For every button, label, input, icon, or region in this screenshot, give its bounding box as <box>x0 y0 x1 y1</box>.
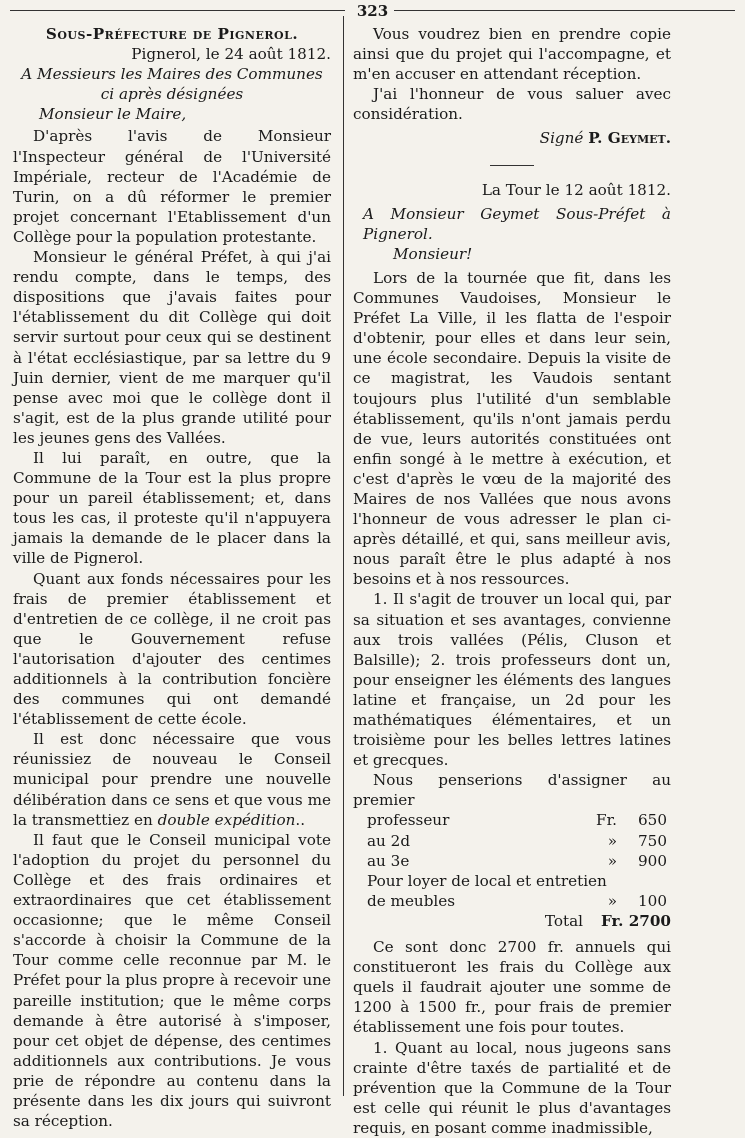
right-column <box>353 24 671 1138</box>
letter-salutation: Monsieur le Maire, <box>39 105 187 124</box>
letter-address: A Monsieur Geymet Sous-Préfet à Pignerol. <box>363 204 671 243</box>
letter-date: La Tour le 12 août 1812. <box>481 180 671 199</box>
letter-salutation: Monsieur! <box>393 244 473 263</box>
paragraph: Lors de la tournée que fit, dans les Communes Vaudoises, Monsieur le Préfet La Ville, il les flatta de l'espoir d'obtenir, pour elles et dans leur sein, une école secondaire. Depuis la visite de ce magistrat, les Vaudois sentant toujours plus l'utilité d'un semblable établissement, qu'ils n'ont jamais perdu de vue, leurs autorités constituées ont enfin songé à le mettre à exécution, et c'est d'après le vœu de la majorité des Maires de nos Vallées que nous avons l'honneur de vous adresser le plan ci-après détaillé, et qui, sans meilleur avis, nous paraît être le plus adapté à nos besoins et à nos ressources. <box>353 268 671 589</box>
paragraph: D'après l'avis de Monsieur l'Inspecteur général de l'Université Impériale, recteur de l'Académie de Turin, on a dû réformer le premier projet concernant l'Etablissement d'un Collège pour la population protestante. <box>13 127 331 246</box>
budget-row: au 2d » 750 <box>367 831 667 850</box>
budget-row: de meubles » 100 <box>367 891 667 910</box>
budget-row: Pour loyer de local et entretien <box>367 871 607 890</box>
paragraph: Vous voudrez bien en prendre copie ainsi que du projet qui l'accompagne, et m'en accuser en attendant réception. <box>353 25 671 84</box>
emphasis-text: double expédition <box>157 810 296 829</box>
letter-address: A Messieurs les Maires des Communes ci après désignées <box>21 65 323 104</box>
budget-total: Total Fr. 2700 <box>544 911 671 930</box>
paragraph: Monsieur le général Préfet, à qui j'ai rendu compte, dans le temps, des dispositions que j'avais faites pour l'établissement du dit Collège qui doit servir surtout pour ceux qui se destinent à l'état ecclésiastique, par sa lettre du 9 Juin dernier, vient de me marquer qu'il pense avec moi que le collège dont il s'agit, est de la plus grande utilité pour les jeunes gens des Vallées. <box>13 248 331 447</box>
separator-rule <box>490 165 534 166</box>
letter-date: Pignerol, le 24 août 1812. <box>131 45 331 64</box>
left-column <box>13 24 331 1131</box>
paragraph: Quant aux fonds nécessaires pour les frais de premier établissement et d'entretien de ce collège, il ne croit pas que le Gouvernement refuse l'autorisation d'ajouter des centimes additionnels à la contribution foncière des communes qui ont demandé l'établissement de cette école. <box>13 569 331 729</box>
paragraph: 1. Quant au local, nous jugeons sans crainte d'être taxés de partialité et de prévention que la Commune de la Tour est celle qui réunit le plus d'avantages requis, en posant comme inadmissible, <box>353 1038 671 1137</box>
letter-heading: Sous-Préfecture de Pignerol. <box>45 25 299 43</box>
paragraph: Il est donc nécessaire que vous réunissiez de nouveau le Conseil municipal pour prendre une nouvelle délibération dans ce sens et que vous me la transmettiez en double expédition.. <box>13 730 331 829</box>
budget-row: au 3e » 900 <box>367 851 667 870</box>
budget-table <box>367 810 667 910</box>
paragraph: Ce sont donc 2700 fr. annuels qui constitueront les frais du Collège aux quels il faudrait ajouter une somme de 1200 à 1500 fr., pour frais de premier établissement une fois pour toutes. <box>353 938 671 1037</box>
paragraph: Il faut que le Conseil municipal vote l'adoption du projet du personnel du Collège et des frais ordinaires et extraordinaires que cet établissement occasionne; que le même Conseil s'accorde à choisir la Commune de la Tour comme celle reconnue par M. le Préfet pour la plus propre à recevoir une pareille institution; que le même corps demande à être autorisé à s'imposer, pour cet objet de dépense, des centimes additionnels aux contributions. Je vous prie de répondre au contenu dans la présente dans les dix jours qui suivront sa réception. <box>13 830 331 1131</box>
paragraph: 1. Il s'agit de trouver un local qui, par sa situation et ses avantages, convienne aux trois vallées (Pélis, Cluson et Balsille); 2. trois professeurs dont un, pour enseigner les éléments des langues latine et française, un 2d pour les mathématiques élémentaires, et un troisième pour les belles lettres latines et grecques. <box>353 590 671 770</box>
closing: J'ai l'honneur de vous saluer avec considération. <box>353 85 671 124</box>
paragraph: Il lui paraît, en outre, que la Commune de la Tour est la plus propre pour un pareil établissement; et, dans tous les cas, il proteste qu'il n'appuyera jamais la demande de le placer dans la ville de Pignerol. <box>13 448 331 568</box>
budget-row: professeur Fr. 650 <box>367 811 667 830</box>
signature: Signé P. Geymet. <box>539 129 671 148</box>
budget-intro: Nous penserions d'assigner au premier <box>353 771 671 810</box>
page-number: 323 <box>0 2 745 20</box>
column-divider <box>343 16 344 1096</box>
